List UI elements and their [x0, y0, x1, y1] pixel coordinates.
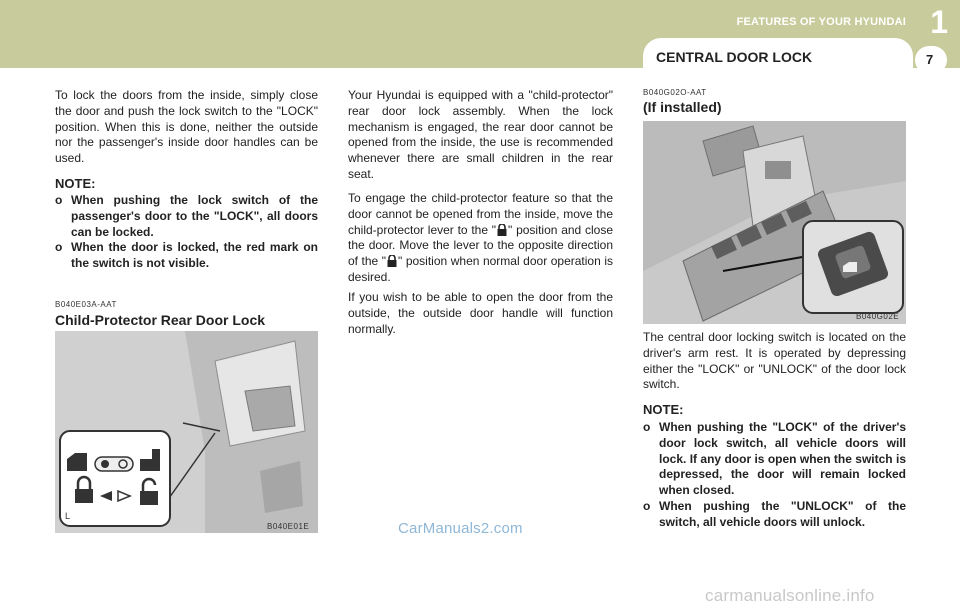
watermark-link[interactable]: CarManuals2.com: [398, 520, 523, 537]
lock-icon: [497, 224, 507, 236]
intro-paragraph: To lock the doors from the inside, simply close the door and push the lock switch to the "LOCK" position. When this is done, neither the outside nor the passenger's inside door handles can be used.: [55, 88, 318, 166]
child-lock-figure: [55, 331, 318, 533]
note-item: o When pushing the lock switch of the passenger's door to the "LOCK", all doors can be locked.: [55, 193, 318, 239]
note-item: o When pushing the "LOCK" of the driver's door lock switch, all vehicle doors will lock. If any door is open when the switch is depressed, the door will remain locked when closed.: [643, 420, 906, 498]
outside-handle-paragraph: If you wish to be able to open the door from the outside, the outside door handle will function normally.: [348, 290, 613, 336]
door-illustration: [55, 331, 318, 533]
svg-text:L: L: [65, 511, 71, 521]
note-heading: NOTE:: [55, 176, 96, 191]
note-heading: NOTE:: [643, 402, 684, 417]
armrest-switch-illustration: [643, 121, 906, 324]
section-code: B040E03A-AAT: [55, 300, 117, 309]
lock-icon: [387, 255, 397, 267]
note-item: o When pushing the "UNLOCK" of the switch, all vehicle doors will unlock.: [643, 498, 906, 529]
chapter-number: 1: [930, 4, 948, 40]
page-number: 7: [926, 52, 934, 67]
figure-code: B040E01E: [267, 522, 310, 531]
note-item: o When the door is locked, the red mark on the switch is not visible.: [55, 240, 318, 271]
child-protector-instructions: To engage the child-protector feature so that the door cannot be opened from the inside, move the child-protector lever to the " " position and close the door. Move the lever to the opposite direction of the " " position when normal door operation is desired.: [348, 191, 613, 284]
child-protector-intro: Your Hyundai is equipped with a "child-protector" rear door lock assembly. When the lock mechanism is engaged, the rear door cannot be opened from the inside, the use is recommended whenever there are small children in the rear seat.: [348, 88, 613, 181]
central-lock-paragraph: The central door locking switch is located on the driver's arm rest. It is operated by depressing either the "LOCK" or "UNLOCK" of the door lock switch.: [643, 330, 906, 392]
figure-code: B040G02E: [856, 312, 900, 321]
section-title: CENTRAL DOOR LOCK: [656, 49, 813, 65]
section-code: B040G02O-AAT: [643, 88, 707, 97]
door-switch-figure: [643, 121, 906, 324]
footer-watermark: carmanualsonline.info: [705, 586, 875, 605]
note-list: [643, 420, 906, 531]
note-list: [55, 193, 318, 272]
chapter-title: FEATURES OF YOUR HYUNDAI: [736, 16, 906, 28]
child-protector-title: Child-Protector Rear Door Lock: [55, 312, 266, 328]
if-installed-title: (If installed): [643, 99, 722, 115]
